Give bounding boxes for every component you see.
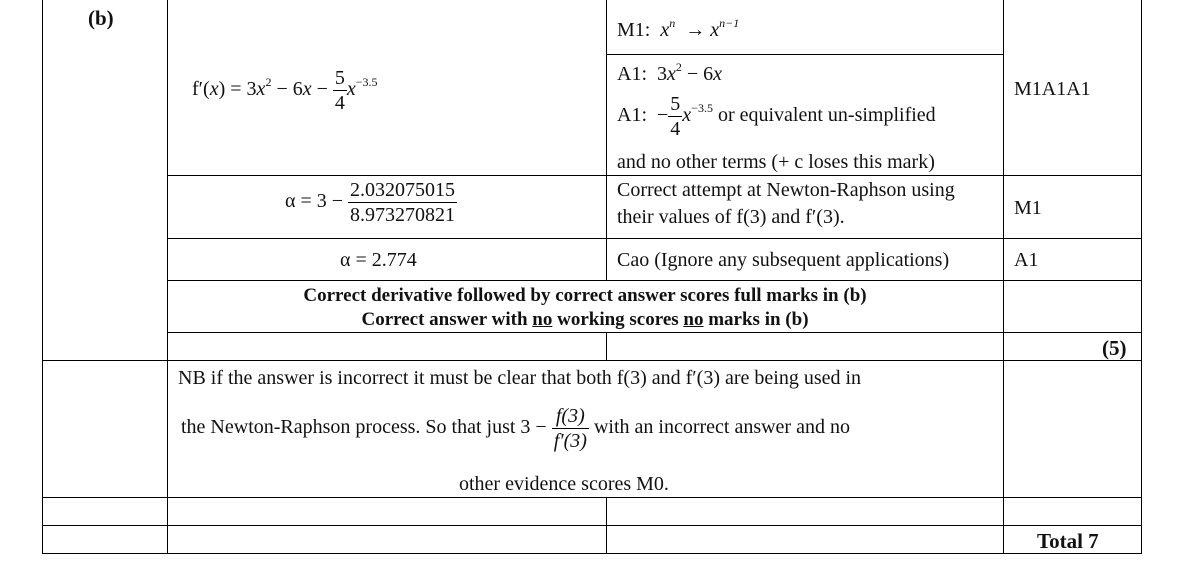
- note-a1-fraction-term: A1: − $\frac{5}{4}$ $x^{-3.5}$ or equivalent un-simplified: [617, 93, 936, 140]
- nb-line2: the Newton-Raphson process. So that just 3 − $\frac{f(3)}{f'(3)}$ with an incorrect answer and no: [181, 405, 850, 452]
- derivative-answer: $f'(x) = 3x^2 - 6x$ − $\frac{5}{4}$ $x^{-3.5}$: [192, 67, 378, 114]
- bold-note-line1: Correct derivative followed by correct answer scores full marks in (b): [303, 285, 867, 306]
- note-cao: Cao (Ignore any subsequent applications): [617, 249, 950, 271]
- newton-formula: α = 3 − $\frac{2.032075015}{8.973270821}$: [285, 179, 456, 226]
- marks-derivative: M1A1A1: [1014, 78, 1091, 100]
- result-answer: α = 2.774: [340, 249, 417, 271]
- marks-result: A1: [1014, 249, 1039, 271]
- total-marks: Total 7: [1037, 529, 1099, 553]
- nb-line1: NB if the answer is incorrect it must be clear that both f(3) and f′(3) are being used in: [178, 367, 862, 389]
- newton-denominator: 8.973270821: [350, 204, 456, 226]
- note-newton-line2: their values of f(3) and f′(3).: [617, 206, 845, 228]
- subtotal: (5): [1102, 336, 1127, 360]
- note-a1-terms: A1: $3x^2 - 6x$: [617, 60, 723, 85]
- note-no-other-terms: and no other terms (+ c loses this mark): [617, 151, 935, 173]
- bold-note-line2: Correct answer with no working scores no marks in (b): [361, 309, 809, 330]
- newton-numerator: 2.032075015: [350, 179, 456, 201]
- part-label: (b): [88, 6, 114, 30]
- note-m1-power-rule: M1: $x^n \to x^{n-1}$: [617, 16, 740, 41]
- note-newton-line1: Correct attempt at Newton-Raphson using: [617, 179, 955, 201]
- marks-newton: M1: [1014, 197, 1042, 219]
- nb-line3: other evidence scores M0.: [459, 473, 669, 495]
